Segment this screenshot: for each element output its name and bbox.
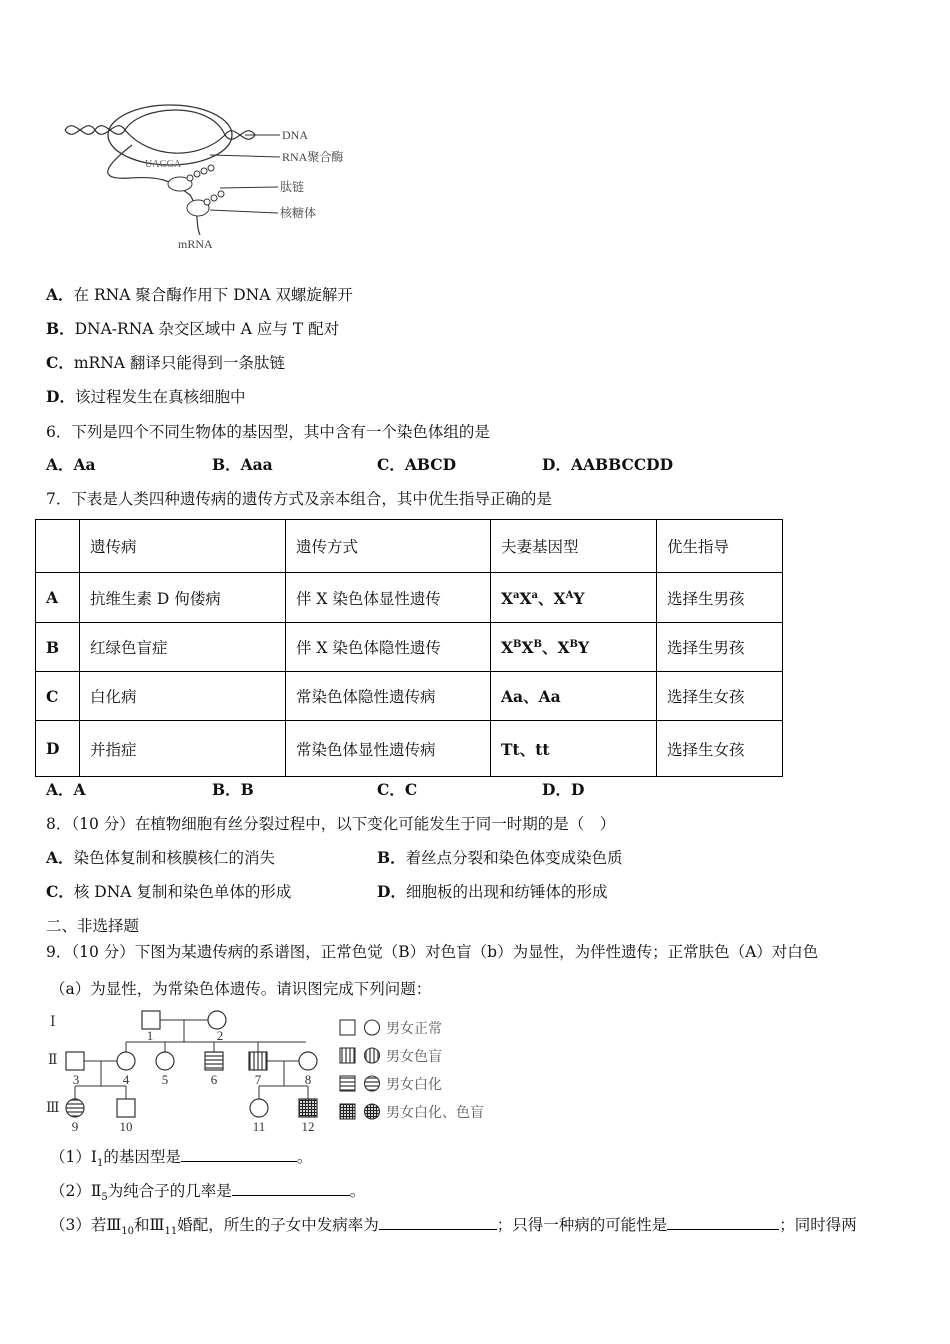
table-header-row: 遗传病 遗传方式 夫妻基因型 优生指导	[36, 520, 783, 573]
individual-2: 2	[216, 1028, 224, 1043]
label-ribosome: 核糖体	[280, 206, 317, 220]
transcription-diagram	[60, 100, 370, 260]
individual-7: 7	[254, 1072, 262, 1087]
label-dna: DNA	[282, 128, 308, 142]
pedigree-chart	[40, 1006, 340, 1134]
q8-option-b: B．着丝点分裂和染色体变成染色质	[377, 848, 623, 867]
individual-11: 11	[252, 1119, 266, 1134]
q7-option-a: A．A	[46, 780, 86, 799]
individual-5: 5	[161, 1072, 169, 1087]
sequence-label: UAGGA	[145, 159, 182, 170]
individual-10: 10	[119, 1119, 133, 1134]
individual-6: 6	[210, 1072, 218, 1087]
individual-8: 8	[304, 1072, 312, 1087]
answer-blank[interactable]	[379, 1215, 497, 1230]
individual-12: 12	[301, 1119, 315, 1134]
answer-blank[interactable]	[181, 1147, 297, 1162]
table-row: B 红绿色盲症 伴 X 染色体隐性遗传 $X^BX^B$、$X^BY$ 选择生男孩	[36, 623, 783, 672]
q8-option-d: D．细胞板的出现和纺锤体的形成	[377, 882, 608, 901]
individual-1: 1	[146, 1028, 154, 1043]
individual-3: 3	[72, 1072, 80, 1087]
q6-stem: 6．下列是四个不同生物体的基因型，其中含有一个染色体组的是	[46, 423, 490, 441]
q5-option-c: C．mRNA 翻译只能得到一条肽链	[46, 353, 285, 372]
legend-albino: 男女白化	[386, 1078, 442, 1093]
gen-1-label: Ⅰ	[50, 1015, 56, 1030]
q9-sub2: $(2)Ⅱ_5$为纯合子的几率是 。	[50, 1182, 366, 1204]
pedigree-legend	[336, 1016, 506, 1126]
q8-option-a: A．染色体复制和核膜核仁的消失	[46, 848, 276, 867]
q9-sub3: （3）若$Ⅲ_{10}$和$Ⅲ_{11}$婚配，所生的子女中发病率为 ；只得一种病的可能性是 ；同时得两	[50, 1216, 857, 1238]
q8-stem: 8．（10 分）在植物细胞有丝分裂过程中，以下变化可能发生于同一时期的是（ ）	[46, 815, 616, 833]
answer-blank[interactable]	[667, 1215, 779, 1230]
label-mrna: mRNA	[178, 237, 213, 251]
legend-colorblind: 男女色盲	[386, 1050, 442, 1065]
label-peptide: 肽链	[280, 180, 305, 194]
q7-option-b: B．B	[212, 780, 254, 799]
q9-stem-1: 9．（10 分）下图为某遗传病的系谱图，正常色觉（B）对色盲（b）为显性，为伴性遗传；正常肤色（A）对白色	[46, 943, 819, 961]
q7-option-c: C．C	[377, 780, 418, 799]
q8-option-c: C．核 DNA 复制和染色单体的形成	[46, 882, 292, 901]
table-row: C 白化病 常染色体隐性遗传病 Aa、Aa 选择生女孩	[36, 672, 783, 721]
q6-option-c: C．ABCD	[377, 455, 457, 474]
legend-both: 男女白化、色盲	[386, 1106, 484, 1121]
q5-option-b: B．DNA-RNA 杂交区域中 A 应与 T 配对	[46, 319, 340, 338]
gen-2-label: Ⅱ	[48, 1053, 58, 1068]
q9-stem-2: （a）为显性，为常染色体遗传。请识图完成下列问题：	[50, 980, 432, 998]
q5-option-d: D．该过程发生在真核细胞中	[46, 387, 246, 406]
genetics-table	[35, 519, 783, 777]
gen-3-label: Ⅲ	[46, 1101, 60, 1116]
label-rna-polymerase: RNA聚合酶	[282, 150, 344, 164]
section-title: 二、非选择题	[46, 917, 140, 935]
table-row: A 抗维生素 D 佝偻病 伴 X 染色体显性遗传 $X^aX^a$、$X^AY$ 选择生男孩	[36, 573, 783, 623]
individual-4: 4	[122, 1072, 130, 1087]
q7-stem: 7．下表是人类四种遗传病的遗传方式及亲本组合，其中优生指导正确的是	[46, 490, 552, 508]
table-row: D 并指症 常染色体显性遗传病 Tt、tt 选择生女孩	[36, 721, 783, 777]
q6-option-d: D．AABBCCDD	[542, 455, 674, 474]
legend-normal: 男女正常	[386, 1022, 442, 1037]
q6-option-b: B．Aaa	[212, 455, 273, 474]
answer-blank[interactable]	[232, 1181, 350, 1196]
q7-option-d: D．D	[542, 780, 585, 799]
q5-option-a: A．在 RNA 聚合酶作用下 DNA 双螺旋解开	[46, 285, 353, 304]
q9-sub1: $(1)Ⅰ_1$的基因型是 。	[50, 1148, 313, 1170]
individual-9: 9	[71, 1119, 79, 1134]
q6-option-a: A．Aa	[46, 455, 96, 474]
